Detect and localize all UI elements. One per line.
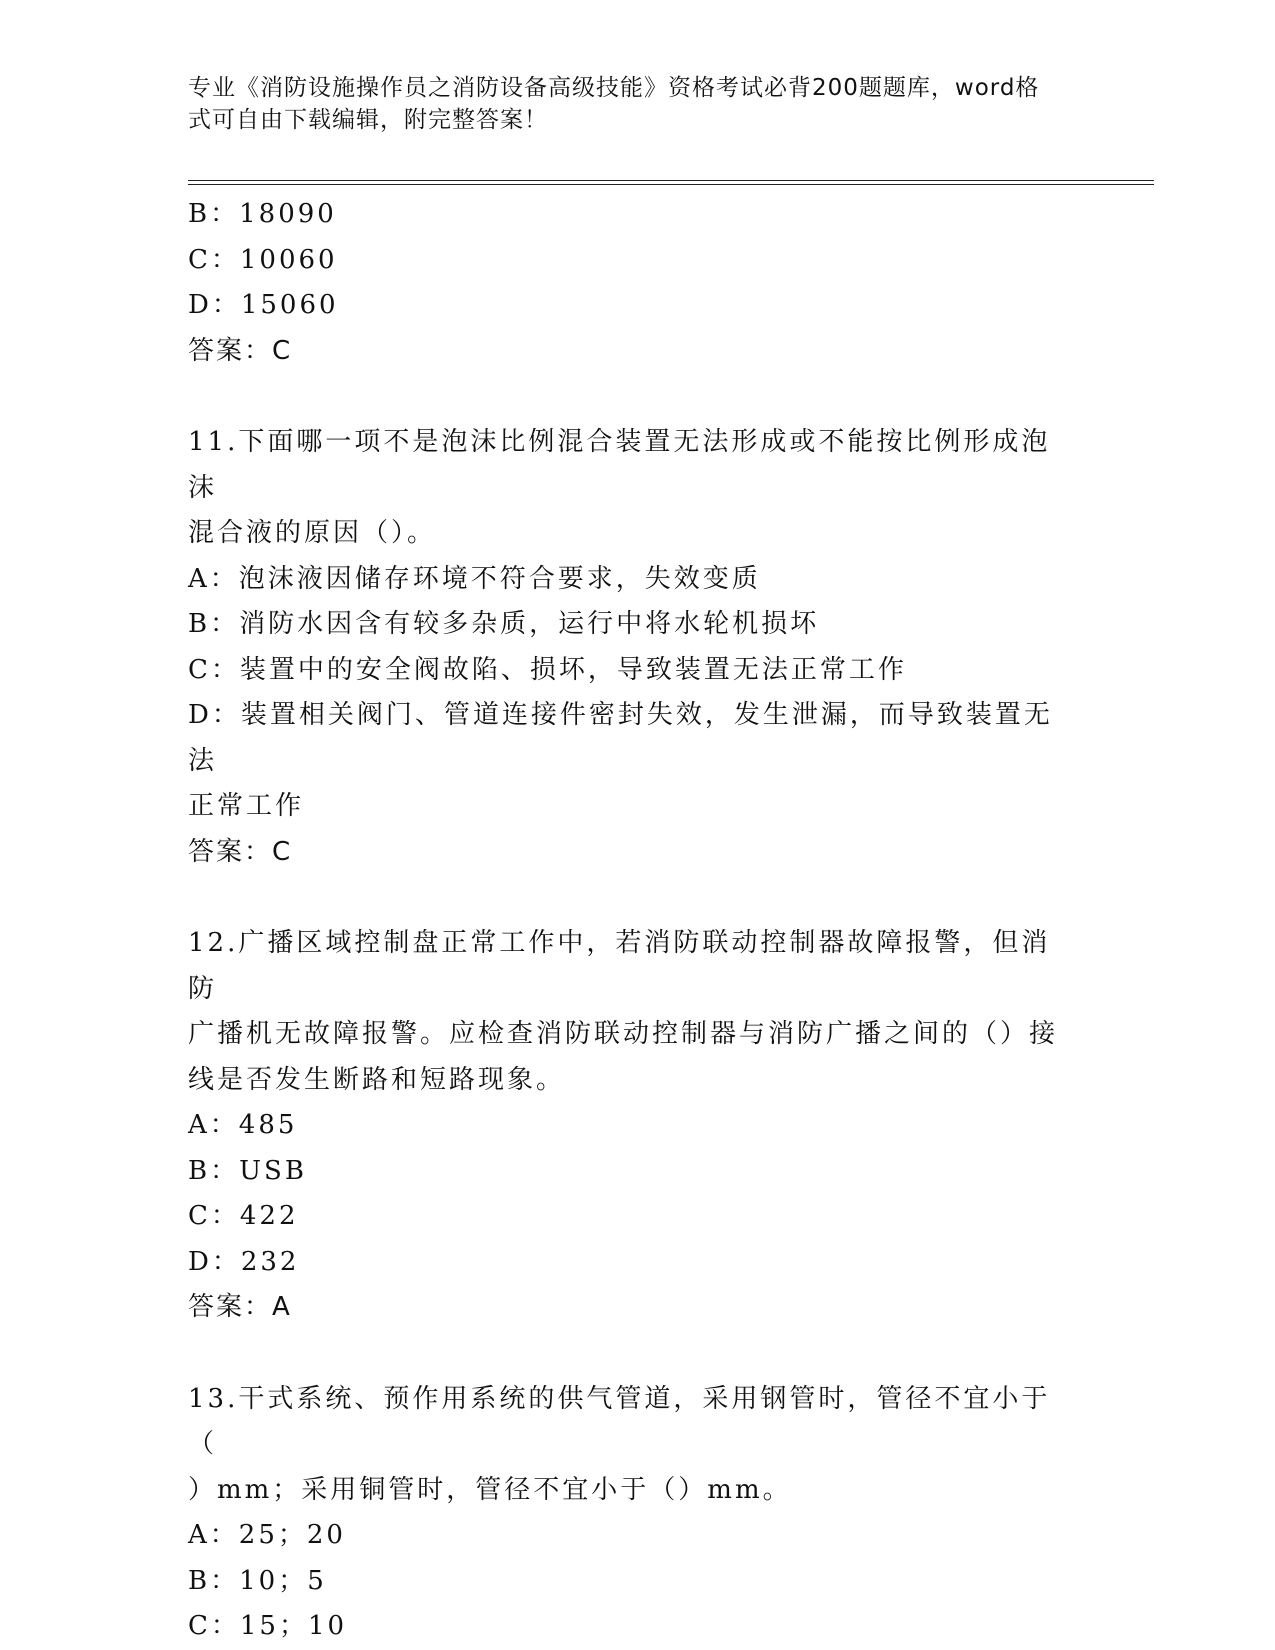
answer-line: 答案：C (188, 836, 293, 867)
option-b: B：消防水因含有较多杂质，运行中将水轮机损坏 (188, 609, 820, 639)
question-stem: 混合液的原因（）。 (188, 518, 437, 548)
option-a: A：485 (188, 1110, 298, 1140)
spacer (188, 1331, 1078, 1377)
option-d-continued: 正常工作 (188, 791, 305, 821)
spacer (188, 875, 1078, 921)
option-c: C：15；10 (188, 1611, 348, 1641)
question-stem: 12.广播区域控制盘正常工作中，若消防联动控制器故障报警，但消防 (188, 928, 1051, 1004)
option-d: D：232 (188, 1246, 300, 1277)
question-12 (188, 921, 1078, 1331)
option-c: C：422 (188, 1201, 299, 1231)
header-line-1: 专业《消防设施操作员之消防设备高级技能》资格考试必背200题题库，word格 (188, 75, 1040, 101)
question-stem: 11.下面哪一项不是泡沫比例混合装置无法形成或不能按比例形成泡沫 (188, 427, 1051, 503)
answer-line: 答案：A (188, 1292, 292, 1322)
header-divider-top (188, 180, 1154, 181)
header-line-2: 式可自由下载编辑，附完整答案！ (188, 107, 548, 133)
document-header (188, 72, 1068, 136)
previous-question (188, 192, 1078, 374)
header-divider-bottom (188, 184, 1154, 185)
option-c: C：10060 (188, 244, 338, 275)
question-stem: ）mm；采用铜管时，管径不宜小于（）mm。 (188, 1474, 792, 1505)
question-stem: 广播机无故障报警。应检查消防联动控制器与消防广播之间的（）接 (188, 1019, 1059, 1049)
option-b: B：10；5 (188, 1565, 327, 1596)
option-a: A：25；20 (188, 1520, 346, 1550)
option-d: D：15060 (188, 290, 339, 320)
question-stem: 13.干式系统、预作用系统的供气管道，采用钢管时，管径不宜小于（ (188, 1383, 1051, 1459)
question-13 (188, 1377, 1078, 1650)
option-a: A：泡沫液因储存环境不符合要求，失效变质 (188, 563, 761, 594)
option-d: D：装置相关阀门、管道连接件密封失效，发生泄漏，而导致装置无法 (188, 700, 1053, 776)
question-stem: 线是否发生断路和短路现象。 (188, 1064, 566, 1095)
spacer (188, 374, 1078, 420)
answer-line: 答案：C (188, 335, 293, 366)
question-content (188, 192, 1078, 1650)
option-b: B：18090 (188, 199, 337, 229)
option-b: B：USB (188, 1155, 307, 1186)
option-c: C：装置中的安全阀故陷、损坏，导致装置无法正常工作 (188, 654, 907, 685)
question-11 (188, 420, 1078, 875)
